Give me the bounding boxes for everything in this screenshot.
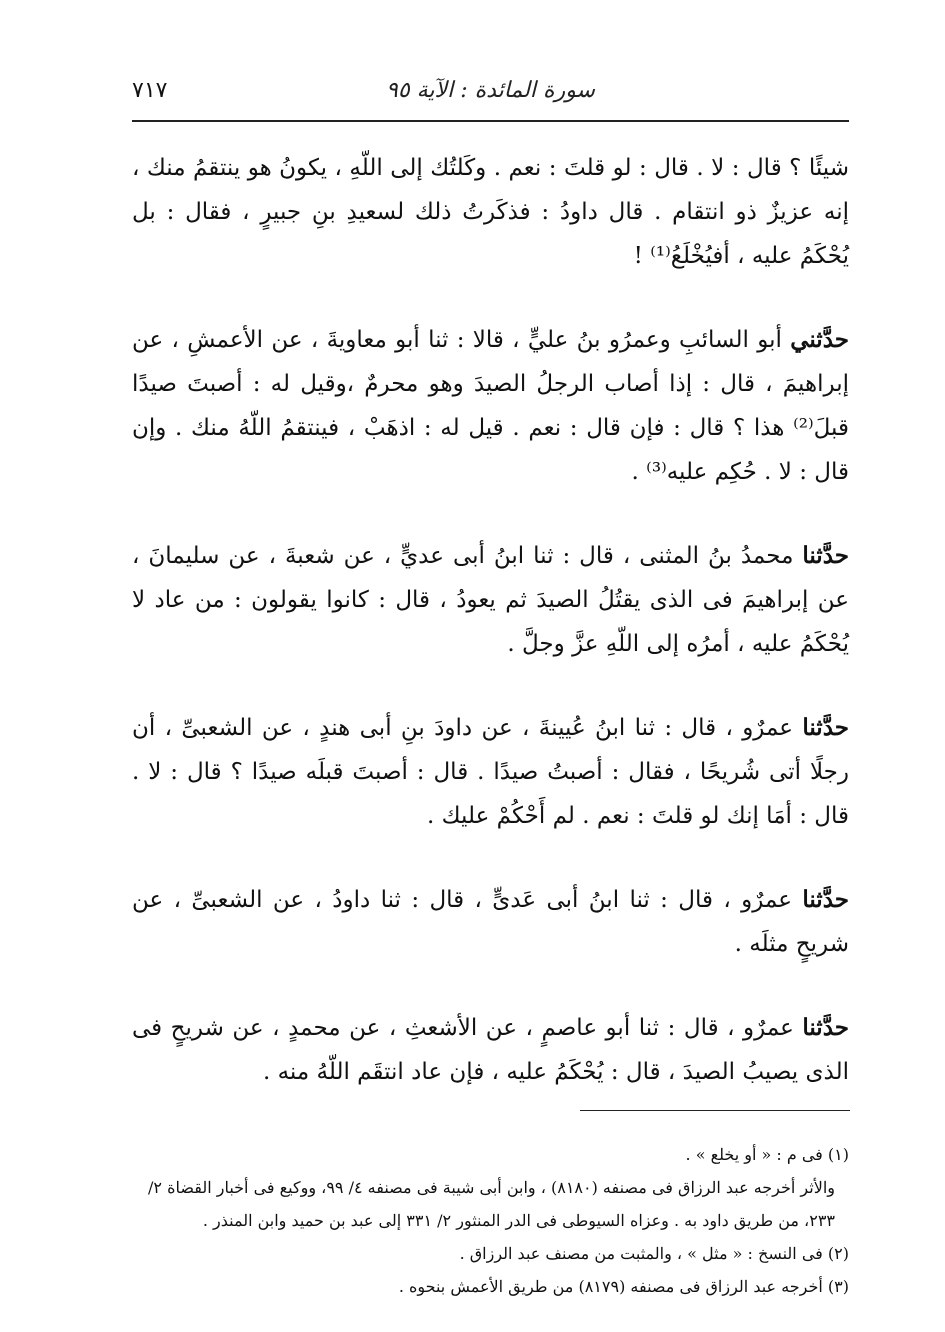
paragraph <box>132 146 849 278</box>
footnotes <box>132 1138 849 1303</box>
paragraph-text: شيئًا ؟ قال : لا . قال : لو قلتَ : نعم . وكَلتُك إلى اللّهِ ، يكونُ هو ينتقمُ منك ، إنه عزيزٌ ذو انتقام . قال داودُ : فذكَرتُ ذلك لسعيدِ بنِ جبيرٍ ، فقال : بل يُحْكَمُ عليه ، أفيُخْلَعُ⁽¹⁾ ! <box>132 155 849 269</box>
paragraph <box>132 878 849 966</box>
paragraph <box>132 534 849 666</box>
paragraph-text: عمرٌو ، قال : ثنا أبو عاصمٍ ، عن الأشعثِ ، عن محمدٍ ، عن شريحٍ فى الذى يصيبُ الصيدَ ، قال : يُحْكَمُ عليه ، فإن عاد انتقَم اللّهُ منه . <box>132 1015 849 1085</box>
paragraph-lead: حدَّثني <box>790 326 849 353</box>
paragraph-text: عمرٌو ، قال : ثنا ابنُ عُيينةَ ، عن داودَ بنِ أبى هندٍ ، عن الشعبىِّ ، أن رجلًا أتى شُريحًا ، فقال : أصبتُ صيدًا . قال : أصبتَ قبلَه صيدًا ؟ قال : لا . قال : أمَا إنك لو قلتَ : نعم . لم أَحْكُمْ عليك . <box>132 715 849 829</box>
page-number: ٧١٧ <box>132 78 168 103</box>
running-header <box>132 68 849 112</box>
paragraph-text: أبو السائبِ وعمرُو بنُ عليٍّ ، قالا : ثنا أبو معاويةَ ، عن الأعمشِ ، عن إبراهيمَ ، قال : إذا أصاب الرجلُ الصيدَ وهو محرمٌ ،وقيل له : أصبتَ صيدًا قبلَ⁽²⁾ هذا ؟ قال : فإن قال : نعم . قيل له : اذهَبْ ، فينتقمُ اللّهُ منك . وإن قال : لا . حُكِم عليه⁽³⁾ . <box>132 327 849 485</box>
paragraph <box>132 318 849 494</box>
paragraph <box>132 706 849 838</box>
footnote: (١) فى م : « أو يخلع » . <box>685 1145 849 1164</box>
paragraph-lead: حدَّثنا <box>802 1014 849 1041</box>
header-divider <box>132 120 849 122</box>
footnote: والأثر أخرجه عبد الرزاق فى مصنفه (٨١٨٠) ، وابن أبى شيبة فى مصنفه ٤/ ٩٩، ووكيع فى أخبار القضاة ٢/ ٢٣٣، من طريق داود به . وعزاه السيوطى فى الدر المنثور ٢/ ٣٣١ إلى عبد بن حميد وابن المنذر . <box>148 1178 835 1230</box>
paragraph-text: عمرٌو ، قال : ثنا ابنُ أبى عَدىٍّ ، قال : ثنا داودُ ، عن الشعبىِّ ، عن شريحٍ مثلَه . <box>132 887 849 957</box>
footnote: (٣) أخرجه عبد الرزاق فى مصنفه (٨١٧٩) من طريق الأعمش بنحوه . <box>398 1277 849 1296</box>
paragraph-lead: حدَّثنا <box>802 886 849 913</box>
paragraph-text: محمدُ بنُ المثنى ، قال : ثنا ابنُ أبى عديٍّ ، عن شعبةَ ، عن سليمانَ ، عن إبراهيمَ فى الذى يقتُلُ الصيدَ ثم يعودُ ، قال : كانوا يقولون : من عاد لا يُحْكَمُ عليه ، أمرُه إلى اللّهِ عزَّ وجلَّ . <box>132 543 849 657</box>
footnote: (٢) فى النسخ : « مثل » ، والمثبت من مصنف عبد الرزاق . <box>459 1244 849 1263</box>
paragraph <box>132 1006 849 1094</box>
main-text <box>132 146 849 1134</box>
surah-title: سورة المائدة : الآية ٩٥ <box>386 78 595 103</box>
paragraph-lead: حدَّثنا <box>802 542 849 569</box>
paragraph-lead: حدَّثنا <box>802 714 849 741</box>
footnote-divider <box>580 1110 850 1111</box>
